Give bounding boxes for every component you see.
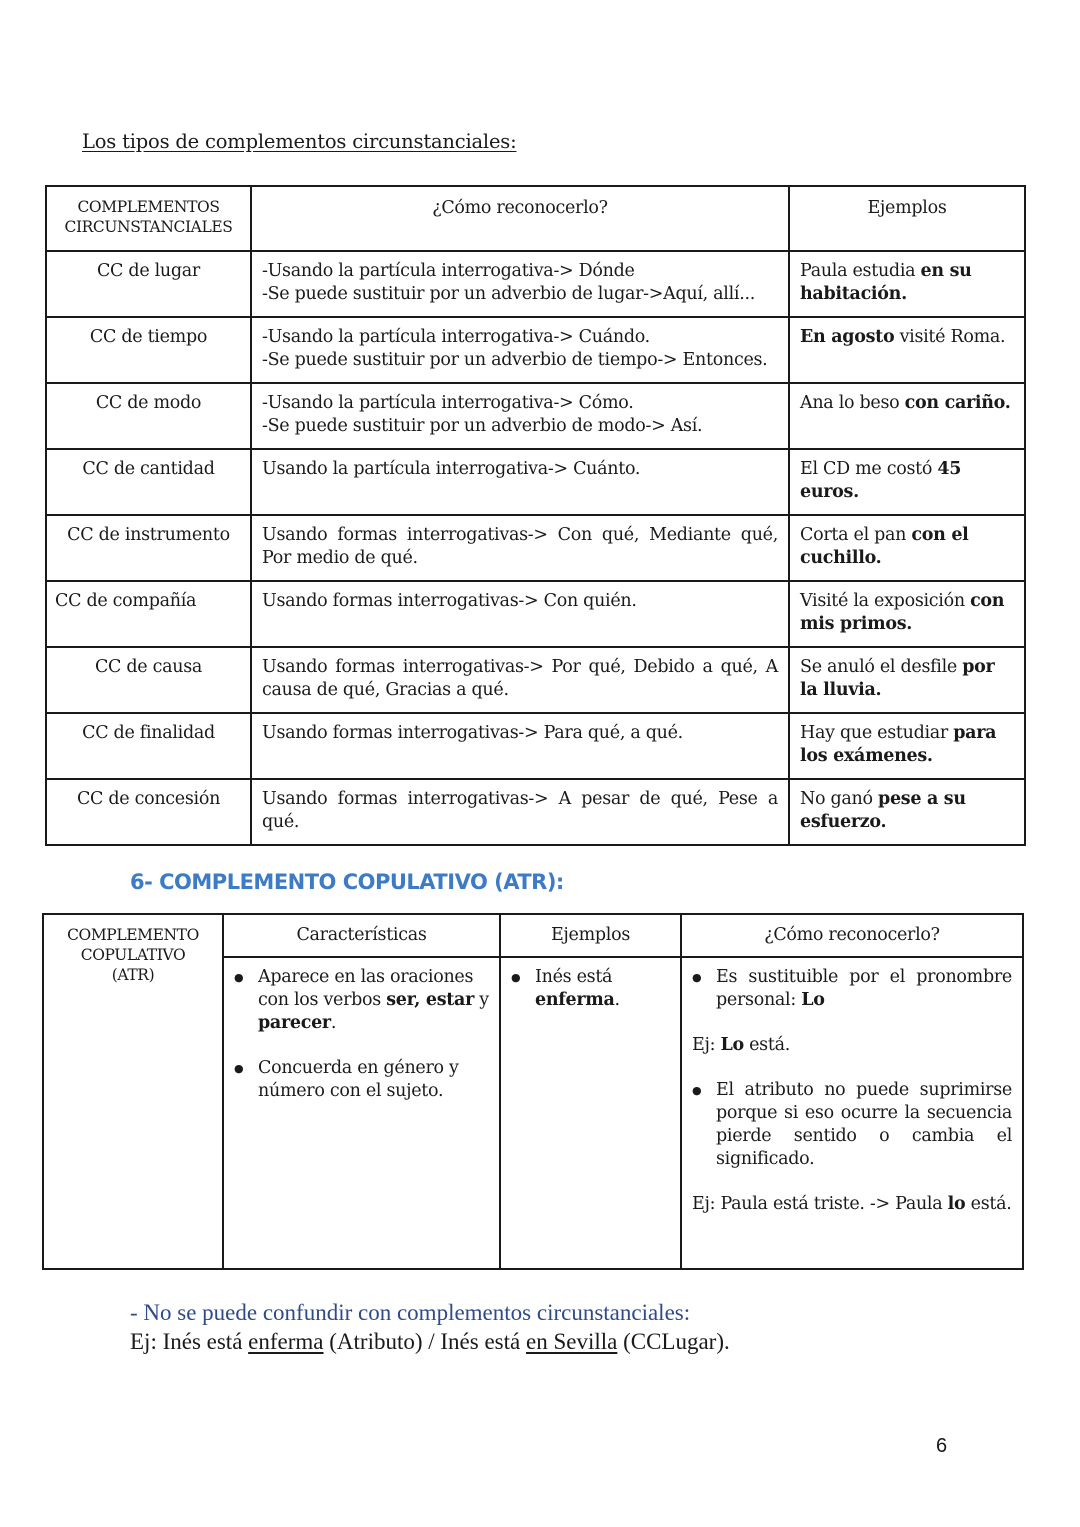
example-prefix: Ej: — [692, 1035, 721, 1055]
how-line: -Usando la partícula interrogativa-> Dónde — [262, 261, 635, 281]
header-complementos — [46, 186, 251, 251]
cc-example — [789, 317, 1025, 383]
cc-how: Usando formas interrogativas-> Con qué, Mediante qué, Por medio de qué. — [251, 515, 789, 581]
cc-name: CC de compañía — [46, 581, 251, 647]
how-line: -Se puede sustituir por un adverbio de modo-> Así. — [262, 416, 703, 436]
example-bold: lo — [947, 1194, 966, 1214]
table-row — [46, 449, 1025, 515]
how-line: -Usando la partícula interrogativa-> Cuándo. — [262, 327, 650, 347]
example-text: Ana lo beso — [800, 393, 905, 413]
header-como-reconocerlo: ¿Cómo reconocerlo? — [251, 186, 789, 251]
example-line — [692, 1034, 1012, 1057]
cc-how: Usando formas interrogativas-> Para qué, a qué. — [251, 713, 789, 779]
note-warning: - No se puede confundir con complementos circunstanciales: — [130, 1300, 691, 1325]
table-row — [46, 647, 1025, 713]
header-ejemplos: Ejemplos — [789, 186, 1025, 251]
example-highlight: pese a su esfuerzo. — [800, 789, 966, 832]
reconocer-list-2 — [692, 1079, 1012, 1171]
note-text: (CCLugar). — [617, 1329, 730, 1354]
table-row — [46, 515, 1025, 581]
note-text: (Atributo) / Inés está — [323, 1329, 526, 1354]
label-line: COMPLEMENTO — [67, 926, 199, 944]
atr-label-cell — [43, 914, 223, 1269]
cc-name: CC de tiempo — [46, 317, 251, 383]
item-bold: Lo — [801, 990, 825, 1010]
item-text: Inés está — [535, 967, 613, 987]
note-underlined: en Sevilla — [525, 1329, 618, 1354]
cc-name: CC de instrumento — [46, 515, 251, 581]
cc-name: CC de lugar — [46, 251, 251, 317]
example-text: Se anuló el desfile — [800, 657, 963, 677]
example-text: Visité la exposición — [800, 591, 971, 611]
item-bold: enferma — [535, 990, 615, 1010]
table-row — [46, 779, 1025, 845]
item-text: Concuerda en género y número con el sujeto. — [258, 1058, 459, 1101]
header-line: CIRCUNSTANCIALES — [64, 218, 233, 236]
caracteristicas-cell — [223, 957, 500, 1269]
cc-name: CC de causa — [46, 647, 251, 713]
cc-how — [251, 383, 789, 449]
cc-how — [251, 449, 789, 515]
example-text: Corta el pan — [800, 525, 912, 545]
cc-types-table — [45, 185, 1026, 846]
example-text: Hay que estudiar — [800, 723, 954, 743]
example-bold: Lo — [720, 1035, 744, 1055]
example-line — [692, 1193, 1012, 1216]
item-text: Aparece en las oraciones con los verbos — [258, 967, 474, 1010]
table-row — [46, 581, 1025, 647]
cc-example — [789, 647, 1025, 713]
section-title-tipos-cc: Los tipos de complementos circunstanciales: — [82, 130, 517, 153]
section-title-complemento-copulativo: 6- COMPLEMENTO COPULATIVO (ATR): — [130, 870, 564, 894]
how-line: Usando la partícula interrogativa-> Cuánto. — [262, 459, 641, 479]
list-item — [258, 966, 489, 1035]
cc-example — [789, 581, 1025, 647]
example-text: está. — [965, 1194, 1012, 1214]
cc-how — [251, 317, 789, 383]
table-header-row — [43, 914, 1023, 957]
atr-table — [42, 913, 1024, 1270]
item-text: . — [330, 1013, 337, 1033]
cc-how: Usando formas interrogativas-> A pesar de qué, Pese a qué. — [251, 779, 789, 845]
header-como-reconocerlo: ¿Cómo reconocerlo? — [681, 914, 1023, 957]
note-block — [130, 1298, 730, 1356]
example-text: El CD me costó — [800, 459, 938, 479]
list-item: ● El atributo no puede suprimirse porque si eso ocurre la secuencia pierde sentido o cambia el significado. — [716, 1079, 1012, 1171]
cc-example — [789, 515, 1025, 581]
header-line: COMPLEMENTOS — [77, 198, 220, 216]
how-line: -Usando la partícula interrogativa-> Cómo. — [262, 393, 634, 413]
example-highlight: 45 euros. — [800, 459, 962, 502]
example-text: Ej: Paula está triste. -> Paula — [692, 1194, 948, 1214]
cc-how: Usando formas interrogativas-> Por qué, Debido a qué, A causa de qué, Gracias a qué. — [251, 647, 789, 713]
item-text: Es sustituible por el pronombre personal: — [716, 967, 1012, 1010]
label-line: COPULATIVO — [80, 946, 186, 964]
table-row — [46, 317, 1025, 383]
table-row — [46, 383, 1025, 449]
how-line: -Se puede sustituir por un adverbio de lugar->Aquí, allí... — [262, 284, 755, 304]
cc-example — [789, 383, 1025, 449]
item-bold: ser, estar — [386, 990, 474, 1010]
list-item — [535, 966, 670, 1012]
item-text: y — [474, 990, 489, 1010]
example-text: está. — [743, 1035, 790, 1055]
item-bold: parecer — [258, 1013, 331, 1033]
table-header-row — [46, 186, 1025, 251]
page-number: 6 — [936, 1435, 948, 1457]
example-highlight: por la lluvia. — [800, 657, 995, 700]
cc-example — [789, 713, 1025, 779]
ejemplos-cell — [500, 957, 681, 1269]
cc-example — [789, 779, 1025, 845]
table-row — [46, 713, 1025, 779]
example-highlight: con cariño. — [904, 393, 1011, 413]
reconocer-list-1 — [692, 966, 1012, 1012]
example-text: Paula estudia — [800, 261, 921, 281]
ejemplos-list — [511, 966, 670, 1012]
note-underlined: enferma — [248, 1329, 324, 1354]
list-item — [258, 1057, 489, 1103]
cc-name: CC de modo — [46, 383, 251, 449]
item-text: . — [614, 990, 620, 1010]
header-ejemplos: Ejemplos — [500, 914, 681, 957]
example-highlight: En agosto — [800, 327, 895, 347]
header-caracteristicas: Características — [223, 914, 500, 957]
cc-example — [789, 251, 1025, 317]
cc-how: Usando formas interrogativas-> Con quién. — [251, 581, 789, 647]
note-text: Ej: Inés está — [130, 1329, 249, 1354]
label-line: (ATR) — [111, 966, 155, 984]
example-highlight: para los exámenes. — [800, 723, 997, 766]
how-line: -Se puede sustituir por un adverbio de tiempo-> Entonces. — [262, 350, 768, 370]
example-highlight: en su habitación. — [800, 261, 972, 304]
example-text: visité Roma. — [894, 327, 1006, 347]
cc-name: CC de cantidad — [46, 449, 251, 515]
list-item — [716, 966, 1012, 1012]
example-highlight: con el cuchillo. — [800, 525, 969, 568]
cc-name: CC de finalidad — [46, 713, 251, 779]
example-highlight: con mis primos. — [800, 591, 1005, 634]
example-text: No ganó — [800, 789, 879, 809]
caracteristicas-list — [234, 966, 489, 1103]
cc-how — [251, 251, 789, 317]
cc-name: CC de concesión — [46, 779, 251, 845]
note-example — [130, 1327, 730, 1356]
cc-example — [789, 449, 1025, 515]
reconocer-cell — [681, 957, 1023, 1269]
table-row — [46, 251, 1025, 317]
